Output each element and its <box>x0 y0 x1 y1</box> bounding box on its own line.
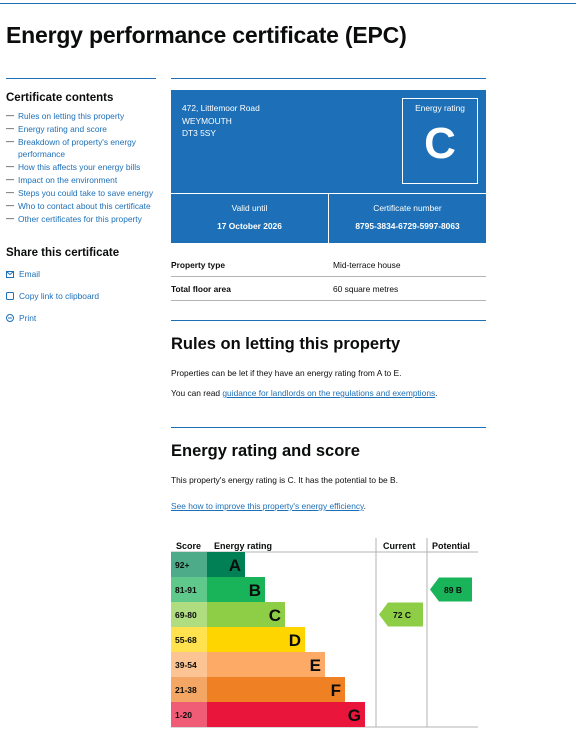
link-who-to-contact[interactable]: Who to contact about this certificate <box>18 201 151 211</box>
link-environment[interactable]: Impact on the environment <box>18 175 118 185</box>
band-score-range: 55-68 <box>175 635 197 645</box>
letting-text: You can read <box>171 388 223 398</box>
contents-item <box>6 136 156 160</box>
share-copy[interactable] <box>6 290 156 302</box>
energy-rating-graph <box>171 538 478 727</box>
clipboard-icon <box>6 292 14 300</box>
link-steps-save-energy[interactable]: Steps you could take to save energy <box>18 188 154 198</box>
band-letter: A <box>228 556 241 575</box>
letting-paragraph-2 <box>171 387 486 399</box>
band-letter: B <box>248 581 261 600</box>
link-energy-bills[interactable]: How this affects your energy bills <box>18 162 141 172</box>
contents-heading: Certificate contents <box>6 92 114 104</box>
energy-paragraph: This property's energy rating is C. It has the potential to be B. <box>171 475 398 485</box>
share-list <box>6 268 156 324</box>
section-rule <box>171 320 486 321</box>
page-title: Energy performance certificate (EPC) <box>6 22 407 48</box>
header-rule <box>0 3 576 4</box>
share-print-link[interactable]: Print <box>19 313 37 323</box>
band-score-range: 81-91 <box>175 585 197 595</box>
energy-rating-box <box>402 98 478 184</box>
main-content <box>171 78 486 520</box>
property-summary-table <box>171 253 486 301</box>
valid-until-label: Valid until <box>231 203 268 213</box>
contents-item <box>6 123 156 135</box>
property-type-value: Mid-terrace house <box>333 259 401 270</box>
band-letter: E <box>309 656 321 675</box>
contents-item <box>6 213 156 225</box>
score-header: Score <box>176 541 202 551</box>
landlord-guidance-link[interactable]: guidance for landlords on the regulations and exemptions <box>222 388 436 398</box>
sidebar <box>6 78 156 334</box>
band-letter: D <box>288 631 301 650</box>
energy-heading: Energy rating and score <box>171 442 360 460</box>
address-line-1: 472, Littlemoor Road <box>182 103 260 113</box>
floor-area-value: 60 square metres <box>333 283 399 294</box>
certificate-number-value: 8795-3834-6729-5997-8063 <box>355 221 460 231</box>
section-rule <box>171 78 486 79</box>
band-score-range: 92+ <box>175 560 190 570</box>
share-email-link[interactable]: Email <box>19 269 40 279</box>
improve-text-end: . <box>363 501 366 511</box>
share-heading: Share this certificate <box>6 247 120 259</box>
energy-rating-chart <box>171 538 478 727</box>
improve-efficiency-link[interactable]: See how to improve this property's energy efficiency <box>171 501 364 511</box>
contents-item <box>6 110 156 122</box>
link-energy-rating[interactable]: Energy rating and score <box>18 124 107 134</box>
certificate-bottom <box>171 193 486 243</box>
energy-rating-header: Energy rating <box>214 541 273 551</box>
band-score-range: 39-54 <box>175 660 197 670</box>
band-bar-g <box>207 702 365 727</box>
contents-item <box>6 200 156 212</box>
envelope-icon <box>6 271 14 278</box>
letting-heading: Rules on letting this property <box>171 335 401 353</box>
link-rules-on-letting[interactable]: Rules on letting this property <box>18 111 125 121</box>
improve-paragraph <box>171 500 486 512</box>
letting-text-end: . <box>435 388 438 398</box>
sidebar-rule <box>6 78 156 79</box>
share-copy-link[interactable]: Copy link to clipboard <box>19 291 100 301</box>
band-letter: C <box>268 606 281 625</box>
contents-list <box>6 110 156 225</box>
printer-icon <box>6 314 14 322</box>
potential-rating-value-label: 89 B <box>444 585 462 595</box>
band-letter: F <box>330 681 341 700</box>
band-letter: G <box>347 706 361 725</box>
property-type-key: Property type <box>171 259 225 270</box>
section-rule <box>171 427 486 428</box>
band-bar-e <box>207 652 325 677</box>
band-score-range: 1-20 <box>175 710 193 720</box>
contents-item <box>6 161 156 173</box>
certificate-top <box>171 90 486 193</box>
certificate-summary <box>171 90 486 243</box>
address-line-3: DT3 5SY <box>182 128 216 138</box>
property-address <box>182 102 260 140</box>
share-email[interactable] <box>6 268 156 280</box>
floor-area-key: Total floor area <box>171 283 231 294</box>
current-header: Current <box>383 541 416 551</box>
link-other-certificates[interactable]: Other certificates for this property <box>18 214 142 224</box>
certificate-number-cell <box>328 194 486 243</box>
band-score-range: 69-80 <box>175 610 197 620</box>
energy-rating-label: Energy rating <box>415 103 465 113</box>
band-score-range: 21-38 <box>175 685 197 695</box>
share-print[interactable] <box>6 312 156 324</box>
floor-area-row <box>171 277 486 301</box>
certificate-number-label: Certificate number <box>373 203 442 213</box>
current-rating-value-label: 72 C <box>393 610 411 620</box>
valid-until-value: 17 October 2026 <box>217 221 282 231</box>
letting-paragraph-1: Properties can be let if they have an energy rating from A to E. <box>171 368 402 378</box>
link-breakdown[interactable]: Breakdown of property's energy performance <box>18 137 136 159</box>
contents-item <box>6 187 156 199</box>
contents-item <box>6 174 156 186</box>
band-bar-f <box>207 677 345 702</box>
address-line-2: WEYMOUTH <box>182 115 232 126</box>
valid-until-cell <box>171 194 328 243</box>
energy-rating-letter: C <box>424 119 456 168</box>
property-type-row <box>171 253 486 277</box>
potential-header: Potential <box>432 541 471 551</box>
